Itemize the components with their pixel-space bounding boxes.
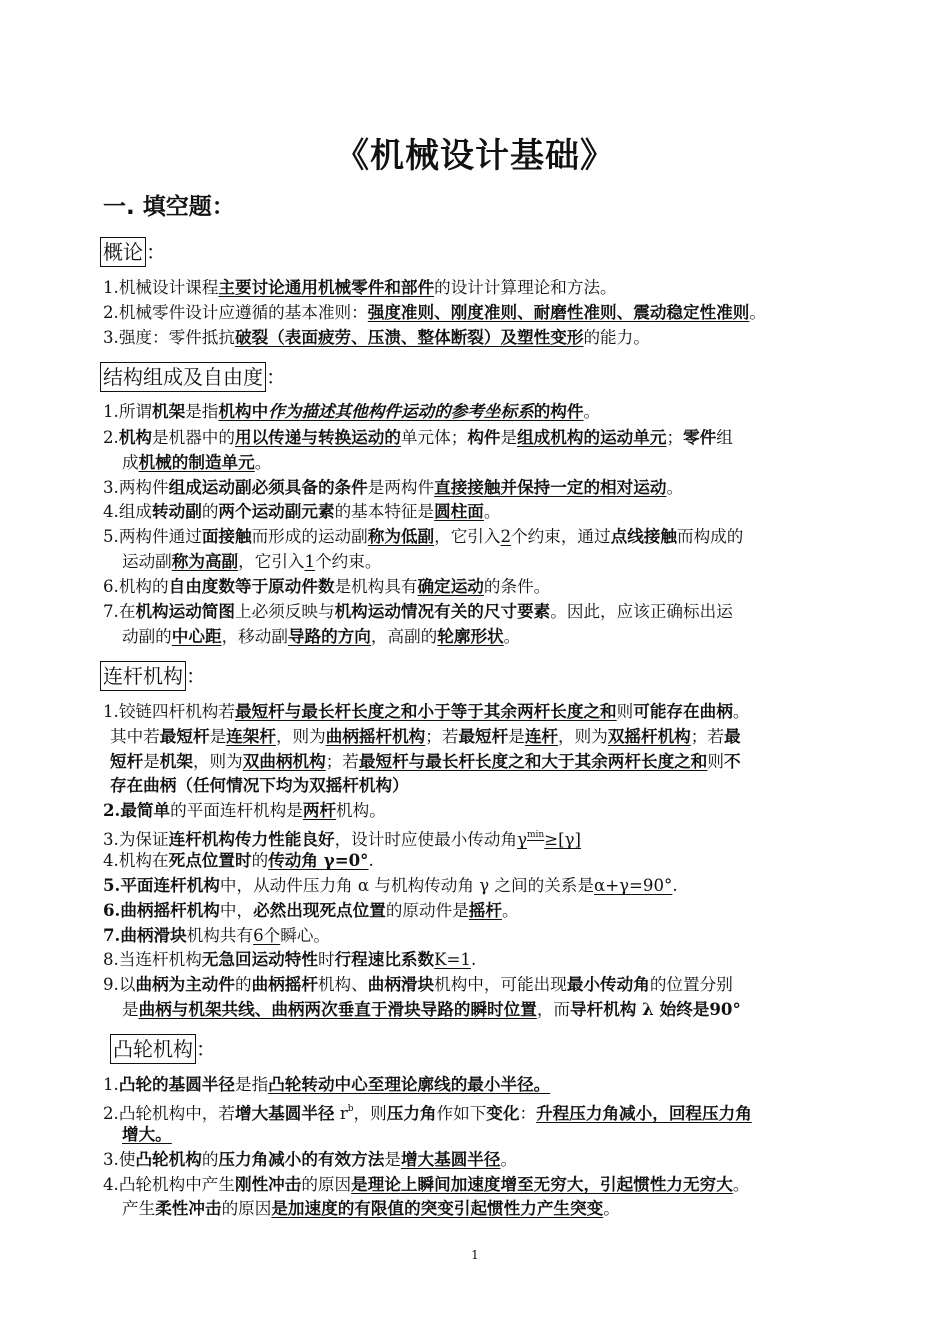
jiegou-line-4: 4.组成转动副的两个运动副元素的基本特征是圆柱面。 bbox=[103, 501, 501, 521]
tulun-line-2a: 2.凸轮机构中，若增大基圆半径 $r^b$，则压力角作如下变化：升程压力角减小，回程压力角 bbox=[103, 1103, 752, 1123]
gailun-line-3: 3.强度：零件抵抗破裂（表面疲劳、压溃、整体断裂）及塑性变形的能力。 bbox=[103, 327, 650, 347]
tulun-line-4a: 4.凸轮机构中产生刚性冲击的原因是理论上瞬间加速度增至无穷大，引起惯性力无穷大。 bbox=[103, 1174, 750, 1194]
jiegou-line-5b: 运动副称为高副，它引入1个约束。 bbox=[122, 551, 382, 571]
section-title-box: 概论 bbox=[100, 237, 146, 267]
liangan-line-1c: 短杆是机架，则为双曲柄机构；若最短杆与最长杆长度之和大于其余两杆长度之和则不 bbox=[110, 751, 741, 771]
jiegou-line-7a: 7.在机构运动简图上必须反映与机构运动情况有关的尺寸要素。因此，应该正确标出运 bbox=[103, 601, 733, 621]
liangan-line-7: 7.曲柄滑块机构共有6个瞬心。 bbox=[103, 925, 331, 945]
jiegou-line-2b: 成机械的制造单元。 bbox=[122, 452, 272, 472]
section-heading-fill-in: 一. 填空题： bbox=[103, 194, 235, 220]
liangan-line-1d: 存在曲柄（任何情况下均为双摇杆机构） bbox=[110, 775, 409, 795]
section-title-liangan: 连杆机构 ： bbox=[100, 660, 206, 691]
jiegou-line-6: 6.机构的自由度数等于原动件数是机构具有确定运动的条件。 bbox=[103, 576, 551, 596]
gailun-line-1: 1.机械设计课程主要讨论通用机械零件和部件的设计计算理论和方法。 bbox=[103, 277, 617, 297]
jiegou-line-1: 1.所谓机架是指机构中作为描述其他构件运动的参考坐标系的构件。 bbox=[103, 401, 601, 421]
tulun-line-1: 1.凸轮的基圆半径是指凸轮转动中心至理论廓线的最小半径。 bbox=[103, 1074, 551, 1094]
tulun-line-2b: 增大。 bbox=[122, 1124, 172, 1144]
section-title-jiegou: 结构组成及自由度 ： bbox=[100, 361, 286, 392]
liangan-line-4: 4.机构在死点位置时的传动角 γ=0°. bbox=[103, 850, 374, 870]
liangan-line-2: 2.最简单的平面连杆机构是两杆机构。 bbox=[103, 800, 386, 820]
liangan-line-3: 3.为保证连杆机构传力性能良好，设计时应使最小传动角$\gamma^{min}\ge[\gamma]$ bbox=[103, 829, 582, 849]
liangan-line-1b: 其中若最短杆是连架杆，则为曲柄摇杆机构；若最短杆是连杆，则为双摇杆机构；若最 bbox=[110, 726, 741, 746]
jiegou-line-2a: 2.机构是机器中的用以传递与转换运动的单元体；构件是组成机构的运动单元；零件组 bbox=[103, 427, 733, 447]
gailun-line-2: 2.机械零件设计应遵循的基本准则：强度准则、刚度准则、耐磨性准则、震动稳定性准则。 bbox=[103, 302, 766, 322]
tulun-line-3: 3.使凸轮机构的压力角减小的有效方法是增大基圆半径。 bbox=[103, 1149, 518, 1169]
jiegou-line-3: 3.两构件组成运动副必须具备的条件是两构件直接接触并保持一定的相对运动。 bbox=[103, 477, 684, 497]
page-number: 1 bbox=[471, 1248, 479, 1262]
liangan-line-1a: 1.铰链四杆机构若最短杆与最长杆长度之和小于等于其余两杆长度之和则可能存在曲柄。 bbox=[103, 701, 750, 721]
section-title-gailun: 概论 ： bbox=[100, 236, 166, 267]
jiegou-line-5a: 5.两构件通过面接触而形成的运动副称为低副，它引入2个约束，通过点线接触而构成的 bbox=[103, 526, 744, 546]
liangan-line-5: 5.平面连杆机构中，从动件压力角 α 与机构传动角 γ 之间的关系是α+γ=90°. bbox=[103, 875, 678, 895]
section-title-tulun: 凸轮机构 ： bbox=[110, 1033, 216, 1064]
tulun-line-4b: 产生柔性冲击的原因是加速度的有限值的突变引起惯性力产生突变。 bbox=[122, 1198, 620, 1218]
document-title: 《机械设计基础》 bbox=[335, 136, 615, 176]
liangan-line-8: 8.当连杆机构无急回运动特性时行程速比系数K=1. bbox=[103, 949, 477, 969]
liangan-line-9a: 9.以曲柄为主动件的曲柄摇杆机构、曲柄滑块机构中，可能出现最小传动角的位置分别 bbox=[103, 974, 733, 994]
jiegou-line-7b: 动副的中心距，移动副导路的方向，高副的轮廓形状。 bbox=[122, 626, 521, 646]
liangan-line-6: 6.曲柄摇杆机构中，必然出现死点位置的原动件是摇杆。 bbox=[103, 900, 519, 920]
liangan-line-9b: 是曲柄与机架共线、曲柄两次垂直于滑块导路的瞬时位置，而导杆机构 λ 始终是90° bbox=[122, 999, 741, 1019]
